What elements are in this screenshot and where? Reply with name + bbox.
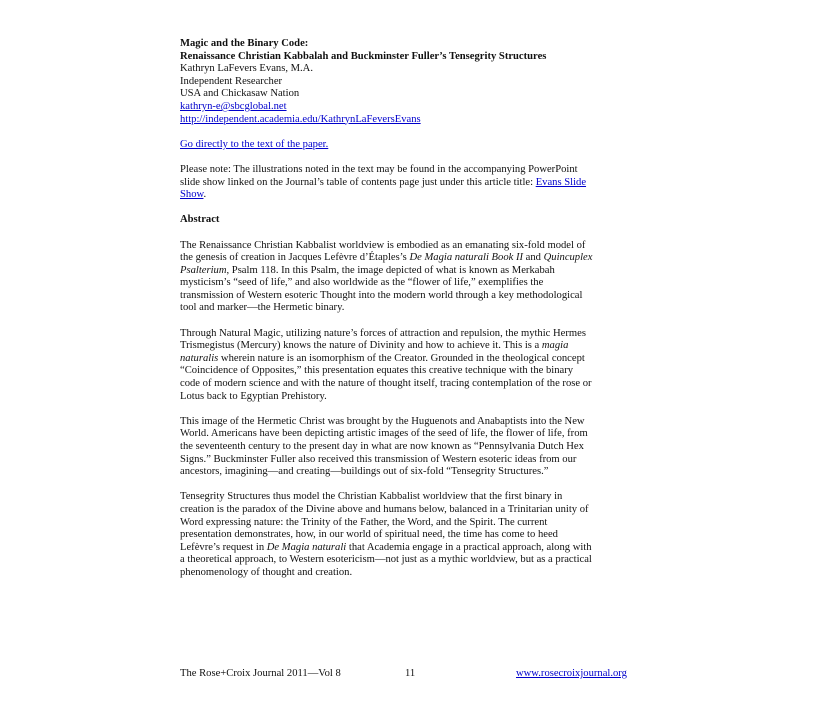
text-run: , Psalm 118. In this Psalm, the image depicted of what is known as Merkabah bbox=[226, 264, 555, 276]
abstract-paragraph-4 bbox=[180, 491, 630, 579]
text-run: the genesis of creation in Jacques Lefèvre d’Étaples’s bbox=[180, 252, 410, 264]
paragraph-line: This image of the Hermetic Christ was brought by the Huguenots and Anabaptists into the New bbox=[180, 415, 585, 427]
paragraph-line: creation is the paradox of the Divine above and humans below, balanced in a Trinitarian unity of bbox=[180, 503, 589, 515]
paragraph-line: the seventeenth century to the present day in what are now known as “Pennsylvania Dutch Hex bbox=[180, 441, 584, 452]
italic-title: De Magia naturali bbox=[266, 541, 347, 553]
text-run: Lefèvre’s request in bbox=[180, 541, 267, 553]
footer-website-link[interactable]: www.rosecroixjournal.org bbox=[516, 668, 627, 679]
italic-title: Psalterium bbox=[180, 264, 227, 276]
academia-url-link[interactable]: http://independent.academia.edu/KathrynLaFeversEvans bbox=[180, 113, 421, 125]
italic-term: magia bbox=[541, 340, 569, 352]
note-line bbox=[180, 189, 630, 202]
note-line: Please note: The illustrations noted in the text may be found in the accompanying PowerPoint bbox=[180, 163, 578, 175]
paragraph-line: Word expressing nature: the Trinity of the Father, the Word, and the Spirit. The current bbox=[180, 516, 548, 528]
paragraph-line: a theoretical approach, to Western esotericism—not just as a mythic worldview, but as a practical bbox=[180, 554, 592, 566]
slide-show-link-part1[interactable]: Evans Slide bbox=[535, 176, 587, 188]
paragraph-line: mysticism’s “seed of life,” and also worldwide as the “flower of life,” exemplifies the bbox=[180, 277, 544, 289]
footer-journal: The Rose+Croix Journal 2011—Vol 8 bbox=[180, 668, 341, 679]
slide-show-link-part2[interactable]: Show bbox=[180, 189, 204, 201]
paragraph-line bbox=[180, 265, 630, 278]
email-link[interactable]: kathryn-e@sbcglobal.net bbox=[180, 100, 287, 112]
paragraph-line: Lotus back to Egyptian Prehistory. bbox=[180, 390, 327, 402]
paragraph-line: presentation demonstrates, how, in our world of spiritual need, the time has come to heed bbox=[180, 529, 558, 541]
paragraph-line bbox=[180, 542, 630, 555]
text-run: and bbox=[523, 252, 544, 264]
paragraph-line bbox=[180, 340, 630, 353]
text-run: wherein nature is an isomorphism of the Creator. Grounded in the theological concept bbox=[218, 352, 585, 364]
footer-page-number: 11 bbox=[405, 668, 416, 679]
italic-title: Quincuplex bbox=[543, 252, 593, 264]
abstract-paragraph-3 bbox=[180, 416, 630, 479]
paragraph-line: “Coincidence of Opposites,” this presentation equates this creative technique with the binary bbox=[180, 365, 574, 377]
paper-title-line-1: Magic and the Binary Code: bbox=[180, 38, 309, 49]
note-paragraph bbox=[180, 164, 630, 202]
text-run: Trismegistus (Mercury) knows the nature of Divinity and how to achieve it. This is a bbox=[180, 340, 542, 352]
paragraph-line bbox=[180, 353, 630, 366]
paragraph-line: World. Americans have been depicting artistic images of the seed of life, the flower of life, from bbox=[180, 428, 588, 440]
italic-term: naturalis bbox=[180, 352, 219, 364]
paragraph-line: phenomenology of thought and creation. bbox=[180, 566, 353, 578]
paragraph-line: The Renaissance Christian Kabbalist worldview is embodied as an emanating six-fold model of bbox=[180, 239, 586, 251]
author-role: Independent Researcher bbox=[180, 75, 283, 87]
paragraph-line: transmission of Western esoteric Thought into the modern world through a key methodological bbox=[180, 289, 583, 301]
author-nation: USA and Chickasaw Nation bbox=[180, 88, 300, 100]
italic-title: De Magia naturali Book II bbox=[409, 252, 524, 264]
paragraph-line: ancestors, imagining—and creating—buildings out of six-fold “Tensegrity Structures.” bbox=[180, 466, 549, 478]
paragraph-line: Through Natural Magic, utilizing nature’s forces of attraction and repulsion, the mythic Hermes bbox=[180, 327, 586, 339]
page-content bbox=[180, 38, 630, 580]
paragraph-line: Tensegrity Structures thus model the Christian Kabbalist worldview that the first binary in bbox=[180, 491, 563, 503]
goto-text-link[interactable]: Go directly to the text of the paper. bbox=[180, 138, 329, 150]
paragraph-line: Signs.” Buckminster Fuller also received this transmission of Western esoteric ideas from our bbox=[180, 453, 577, 465]
abstract-heading: Abstract bbox=[180, 214, 220, 226]
paper-title-line-2: Renaissance Christian Kabbalah and Buckminster Fuller’s Tensegrity Structures bbox=[180, 50, 547, 62]
author-name: Kathryn LaFevers Evans, M.A. bbox=[180, 63, 313, 75]
paragraph-line: tool and marker—the Hermetic binary. bbox=[180, 302, 345, 314]
abstract-paragraph-1 bbox=[180, 240, 630, 316]
note-period: . bbox=[203, 189, 207, 201]
text-run: that Academia engage in a practical approach, along with bbox=[346, 541, 592, 553]
abstract-paragraph-2 bbox=[180, 328, 630, 404]
paragraph-line: code of modern science and with the nature of thought itself, tracing contemplation of the rose or bbox=[180, 378, 592, 390]
note-text: slide show linked on the Journal’s table of contents page just under this article title: bbox=[180, 176, 536, 188]
paragraph-line bbox=[180, 252, 630, 265]
note-line bbox=[180, 177, 630, 190]
